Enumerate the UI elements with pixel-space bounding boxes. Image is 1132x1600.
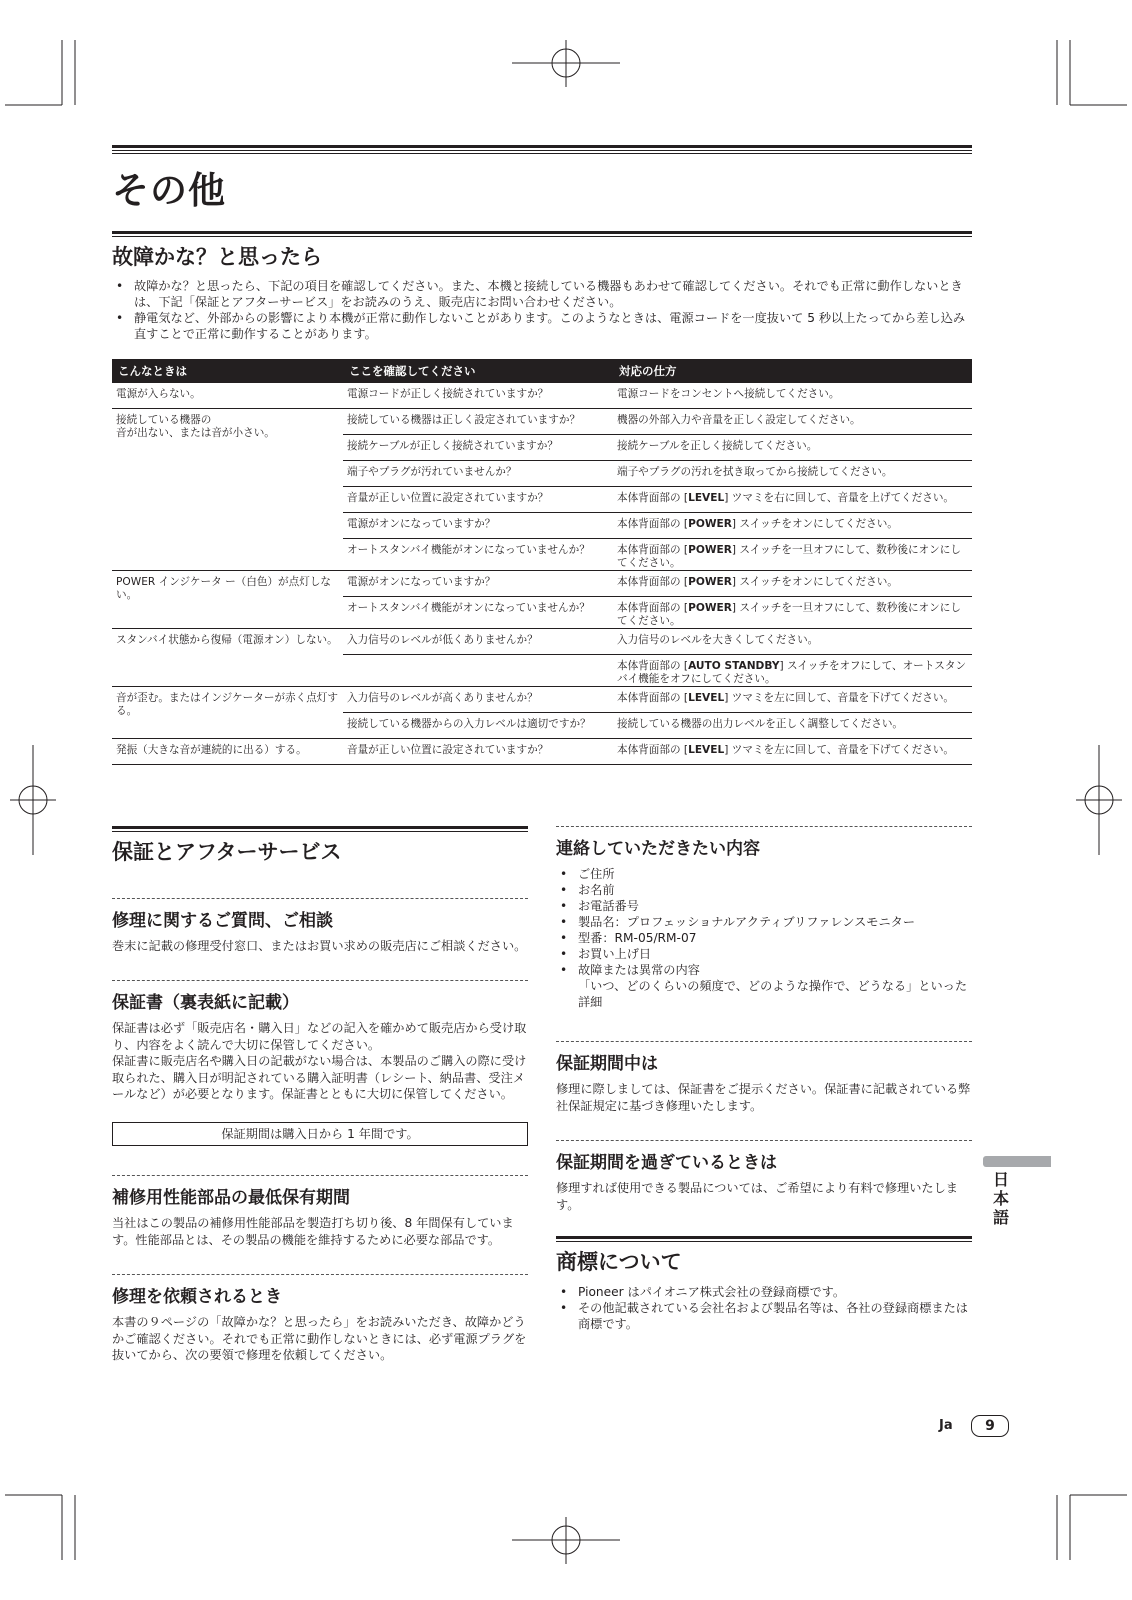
- list-item: • お電話番号: [556, 898, 974, 914]
- control-name: POWER: [688, 576, 732, 588]
- trademarks-list: [556, 1284, 974, 1332]
- col-header: ここを確認してください: [343, 359, 613, 383]
- table-body: [112, 383, 972, 765]
- check-cell: 入力信号のレベルが低くありませんか？: [343, 629, 613, 655]
- symptom-cell: 音が歪む。またはインジケーターが赤く点灯する。: [112, 687, 343, 739]
- list-item: • 製品名：プロフェッショナルアクティブリファレンスモニター: [556, 914, 974, 930]
- control-name: POWER: [688, 518, 732, 530]
- list-item: • ご住所: [556, 866, 974, 882]
- control-name: POWER: [688, 602, 732, 614]
- page-number: 9: [971, 1415, 1009, 1437]
- col-header: こんなときは: [112, 359, 343, 383]
- table-row: [112, 739, 972, 765]
- parts-title: 補修用性能部品の最低保有期間: [112, 1188, 350, 1208]
- control-name: AUTO STANDBY: [688, 660, 780, 672]
- check-cell: オートスタンバイ機能がオンになっていませんか？: [343, 597, 613, 629]
- symptom-cell: 接続している機器の 音が出ない、または音が小さい。: [112, 409, 343, 571]
- tab-char: 本: [992, 1189, 1009, 1208]
- control-name: LEVEL: [688, 744, 725, 756]
- remedy-cell: 本体背面部の [LEVEL] ツマミを左に回して、音量を下げてください。: [613, 739, 972, 765]
- remedy-cell: 機器の外部入力や音量を正しく設定してください。: [613, 409, 972, 435]
- remedy-cell: 本体背面部の [POWER] スイッチを一旦オフにして、数秒後にオンにしてください。: [613, 597, 972, 629]
- check-cell: 電源がオンになっていますか？: [343, 571, 613, 597]
- trademark-rule: [556, 1236, 972, 1242]
- contact-title: 連絡していただきたい内容: [556, 839, 760, 859]
- troubleshooting-title: 故障かな？と思ったら: [112, 245, 322, 269]
- remedy-cell: 電源コードをコンセントへ接続してください。: [613, 383, 972, 409]
- symptom-cell: スタンバイ状態から復帰（電源オン）しない。: [112, 629, 343, 687]
- check-cell: 入力信号のレベルが高くありませんか？: [343, 687, 613, 713]
- troubleshooting-notes: [112, 278, 974, 342]
- divider: [112, 1274, 528, 1275]
- check-cell: 音量が正しい位置に設定されていますか？: [343, 487, 613, 513]
- list-item: • 故障かな？と思ったら、下記の項目を確認してください。また、本機と接続している機器もあわせて確認してください。それでも正常に動作しないときは、下記「保証とアフターサービス」をお読みのうえ、販売店にお問い合わせください。: [112, 278, 974, 310]
- list-item: • Pioneer はパイオニア株式会社の登録商標です。: [556, 1284, 974, 1300]
- remedy-cell: 端子やプラグの汚れを拭き取ってから接続してください。: [613, 461, 972, 487]
- table-row: [112, 383, 972, 409]
- remedy-cell: 本体背面部の [LEVEL] ツマミを左に回して、音量を下げてください。: [613, 687, 972, 713]
- after-period-title: 保証期間を過ぎているときは: [556, 1153, 777, 1173]
- section-rule: [112, 231, 972, 237]
- check-cell: 電源コードが正しく接続されていますか？: [343, 383, 613, 409]
- table-row: [112, 571, 972, 597]
- divider: [556, 1041, 972, 1042]
- check-cell: 接続ケーブルが正しく接続されていますか？: [343, 435, 613, 461]
- list-item: • その他記載されている会社名および製品名等は、各社の登録商標または商標です。: [556, 1300, 974, 1332]
- control-name: LEVEL: [688, 492, 725, 504]
- remedy-cell: 本体背面部の [POWER] スイッチをオンにしてください。: [613, 513, 972, 539]
- in-period-text: 修理に際しましては、保証書をご提示ください。保証書に記載されている弊社保証規定に基づき修理いたします。: [556, 1082, 971, 1113]
- check-cell: 端子やプラグが汚れていませんか？: [343, 461, 613, 487]
- tab-char: 日: [992, 1170, 1009, 1189]
- table-row: [112, 687, 972, 713]
- divider: [556, 826, 972, 827]
- repair-consult-text: 巻末に記載の修理受付窓口、またはお買い求めの販売店にご相談ください。: [112, 939, 527, 953]
- troubleshooting-table: [112, 359, 972, 765]
- list-item: • 静電気など、外部からの影響により本機が正常に動作しないことがあります。このようなときは、電源コードを一度抜いて 5 秒以上たってから差し込み直すことで正常に動作することがあります。: [112, 310, 974, 342]
- warranty-period-box: 保証期間は購入日から 1 年間です。: [112, 1122, 528, 1146]
- in-period-title: 保証期間中は: [556, 1054, 658, 1074]
- remedy-cell: 本体背面部の [LEVEL] ツマミを右に回して、音量を上げてください。: [613, 487, 972, 513]
- language-tab-label: [990, 1170, 1012, 1227]
- remedy-cell: 本体背面部の [POWER] スイッチを一旦オフにして、数秒後にオンにしてください。: [613, 539, 972, 571]
- language-code: Ja: [939, 1418, 953, 1433]
- tab-char: 語: [992, 1208, 1009, 1227]
- repair-consult-title: 修理に関するご質問、ご相談: [112, 911, 333, 931]
- page-title: その他: [112, 169, 226, 212]
- remedy-cell: 接続ケーブルを正しく接続してください。: [613, 435, 972, 461]
- warranty-rule: [112, 826, 528, 832]
- check-cell: 電源がオンになっていますか？: [343, 513, 613, 539]
- remedy-cell: 入力信号のレベルを大きくしてください。: [613, 629, 972, 655]
- check-cell: 音量が正しい位置に設定されていますか？: [343, 739, 613, 765]
- col-header: 対応の仕方: [613, 359, 972, 383]
- symptom-cell: POWER インジケータ ー（白色）が点灯しない。: [112, 571, 343, 629]
- divider: [112, 898, 528, 899]
- divider: [112, 980, 528, 981]
- list-item: • お名前: [556, 882, 974, 898]
- remedy-cell: 接続している機器の出力レベルを正しく調整してください。: [613, 713, 972, 739]
- remedy-cell: 本体背面部の [POWER] スイッチをオンにしてください。: [613, 571, 972, 597]
- list-item: • お買い上げ日: [556, 946, 974, 962]
- certificate-title: 保証書（裏表紙に記載）: [112, 993, 299, 1013]
- check-cell: 接続している機器からの入力レベルは適切ですか？: [343, 713, 613, 739]
- warranty-title: 保証とアフターサービス: [112, 840, 342, 864]
- parts-text: 当社はこの製品の補修用性能部品を製造打ち切り後、8 年間保有しています。性能部品とは、その製品の機能を維持するために必要な部品です。: [112, 1216, 514, 1247]
- table-header-row: [112, 359, 972, 383]
- check-cell: 接続している機器は正しく設定されていますか？: [343, 409, 613, 435]
- list-item: • 型番：RM-05/RM-07: [556, 930, 974, 946]
- table-row: [112, 629, 972, 655]
- list-item: • 故障または異常の内容 「いつ、どのくらいの頻度で、どのような操作で、どうなる」といった詳細: [556, 962, 974, 1010]
- title-rule: [112, 145, 972, 154]
- check-cell: [343, 655, 613, 687]
- divider: [556, 1140, 972, 1141]
- divider: [112, 1175, 528, 1176]
- remedy-cell: 本体背面部の [AUTO STANDBY] スイッチをオフにして、オートスタンバイ機能をオフにしてください。: [613, 655, 972, 687]
- control-name: POWER: [688, 544, 732, 556]
- control-name: LEVEL: [688, 692, 725, 704]
- trademarks-title: 商標について: [556, 1250, 682, 1274]
- symptom-cell: 電源が入らない。: [112, 383, 343, 409]
- language-tab: [983, 1156, 1051, 1167]
- check-cell: オートスタンバイ機能がオンになっていませんか？: [343, 539, 613, 571]
- table-row: [112, 409, 972, 435]
- contact-list: [556, 866, 974, 1010]
- after-period-text: 修理すれば使用できる製品については、ご希望により有料で修理いたします。: [556, 1181, 958, 1212]
- certificate-text: 保証書は必ず「販売店名・購入日」などの記入を確かめて販売店から受け取り、内容をよく読んで大切に保管してください。 保証書に販売店名や購入日の記載がない場合は、本製品のご購入の際に受け取られた、購入日が明記されている購入証明書（レシート、納品書、受注メールなど）が必要となります。保証書とともに大切に保管してください。: [112, 1021, 527, 1101]
- repair-request-title: 修理を依頼されるとき: [112, 1287, 282, 1307]
- symptom-cell: 発振（大きな音が連続的に出る）する。: [112, 739, 343, 765]
- repair-request-text: 本書の９ページの「故障かな？と思ったら」をお読みいただき、故障かどうかご確認ください。それでも正常に動作しないときには、必ず電源プラグを抜いてから、次の要領で修理を依頼してください。: [112, 1315, 527, 1362]
